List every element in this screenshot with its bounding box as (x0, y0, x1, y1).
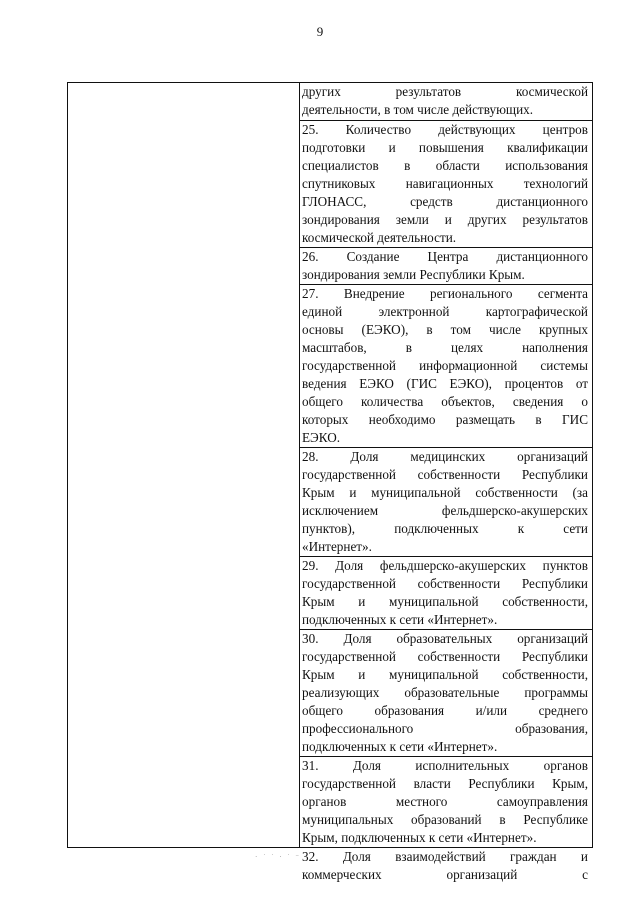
entry-text-line: государственной собственности Республики (302, 467, 588, 482)
entry-text-line: специалистов в области использования (302, 158, 588, 173)
indicator-entry (300, 284, 592, 448)
entry-text-line: 32. Доля взаимодействий граждан и (302, 849, 588, 864)
entry-text-line: спутниковых навигационных технологий (302, 176, 588, 191)
entry-text-line: Крым и муниципальной собственности (за (302, 485, 588, 500)
entry-text-line: 31. Доля исполнительных органов (302, 758, 588, 773)
entry-text-line: 27. Внедрение регионального сегмента (302, 286, 588, 301)
entry-text-line: космической деятельности. (302, 230, 457, 245)
entry-text-line: зондирования земли и других результатов (302, 212, 588, 227)
entry-text-line: профессионального образования, (302, 721, 588, 736)
indicator-entry (300, 629, 592, 757)
entry-text-line: органов местного самоуправления (302, 794, 588, 809)
entry-text-line: других результатов космической (302, 84, 588, 99)
entry-text-line: государственной собственности Республики (302, 576, 588, 591)
entry-text-line: общего количества объектов, сведения о (302, 394, 588, 409)
entry-text-line: государственной информационной системы (302, 358, 588, 373)
entry-text-line: реализующих образовательные программы (302, 685, 588, 700)
entry-text-line: пунктов), подключенных к сети (302, 521, 588, 536)
indicator-entry (300, 83, 592, 120)
entry-text-line: 29. Доля фельдшерско-акушерских пунктов (302, 558, 588, 573)
entry-text-line: 28. Доля медицинских организаций (302, 449, 588, 464)
entry-text-line: 30. Доля образовательных организаций (302, 631, 588, 646)
indicator-entry (300, 447, 592, 557)
entry-text-line: единой электронной картографической (302, 304, 588, 319)
entry-text-line: деятельности, в том числе действующих. (302, 102, 534, 117)
entry-text-line: подключенных к сети «Интернет». (302, 612, 498, 627)
entry-text-line: Крым, подключенных к сети «Интернет». (302, 830, 537, 845)
entry-text-line: исключением фельдшерско-акушерских (302, 503, 588, 518)
indicator-entry (300, 120, 592, 248)
entry-text-line: масштабов, в целях наполнения (302, 340, 588, 355)
entry-text-line: муниципальных образований в Республике (302, 812, 588, 827)
entry-text-line: подключенных к сети «Интернет». (302, 739, 498, 754)
entry-text-line: общего образования и/или среднего (302, 703, 588, 718)
table-right-column-cell (300, 83, 592, 882)
entry-text-line: которых необходимо размещать в ГИС (302, 412, 588, 427)
entry-text-line: зондирования земли Республики Крым. (302, 267, 525, 282)
entry-text-line: государственной собственности Республики (302, 649, 588, 664)
scan-artifact: · ˙ ˙ · ˙ ⁻ · (255, 853, 310, 861)
entry-text-line: ведения ЕЭКО (ГИС ЕЭКО), процентов от (302, 376, 588, 391)
entry-text-line: основы (ЕЭКО), в том числе крупных (302, 322, 588, 337)
table-left-column-cell (68, 83, 300, 847)
entry-text-line: государственной власти Республики Крым, (302, 776, 588, 791)
entry-text-line: Крым и муниципальной собственности, (302, 594, 588, 609)
entry-text-line: Крым и муниципальной собственности, (302, 667, 588, 682)
page-number: 9 (316, 24, 324, 39)
indicator-entry (300, 247, 592, 285)
entry-text-line: 25. Количество действующих центров (302, 122, 588, 137)
entry-text-line: ЕЭКО. (302, 430, 341, 445)
entry-text-line: коммерческих организаций с (302, 867, 588, 882)
entry-text-line: 26. Создание Центра дистанционного (302, 249, 588, 264)
entry-text-line: подготовки и повышения квалификации (302, 140, 588, 155)
entry-text-line: «Интернет». (302, 539, 372, 554)
indicator-entry (300, 556, 592, 630)
entry-text-line: ГЛОНАСС, средств дистанционного (302, 194, 588, 209)
indicator-entry (300, 756, 592, 848)
indicator-table (67, 82, 593, 882)
indicator-entry (300, 847, 592, 885)
